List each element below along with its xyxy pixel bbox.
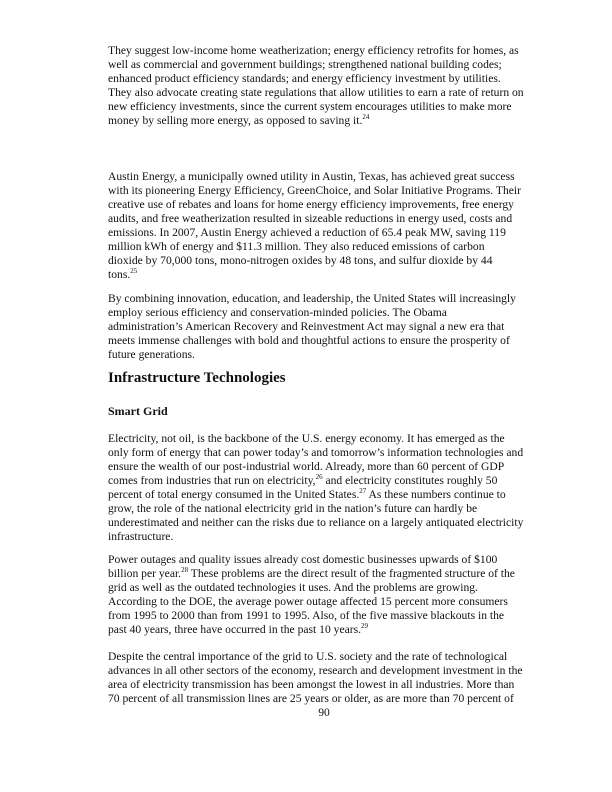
paragraph-obama-recovery bbox=[108, 292, 540, 362]
footnote-ref-25: 25 bbox=[130, 267, 138, 276]
text-span: As these numbers continue to bbox=[366, 488, 506, 502]
footnote-ref-26: 26 bbox=[315, 473, 323, 482]
text-line: 70 percent of all transmission lines are 25 years or older, as are more than 70 percent of bbox=[108, 692, 514, 706]
text-line: emissions. In 2007, Austin Energy achieved a reduction of 65.4 peak MW, saving 119 bbox=[108, 226, 506, 240]
text-line: dioxide by 70,000 tons, mono-nitrogen oxides by 48 tons, and sulfur dioxide by 44 bbox=[108, 254, 493, 268]
text-span: money by selling more energy, as opposed to saving it. bbox=[108, 114, 363, 128]
text-line: Power outages and quality issues already cost domestic businesses upwards of $100 bbox=[108, 553, 498, 566]
paragraph-power-outages bbox=[108, 553, 540, 637]
text-span: tons. bbox=[108, 268, 131, 282]
text-line bbox=[108, 623, 540, 637]
text-line: By combining innovation, education, and leadership, the United States will increasingly bbox=[108, 292, 516, 305]
text-line: well as commercial and government buildings; strengthened national building codes; bbox=[108, 58, 502, 72]
text-line: with its pioneering Energy Efficiency, GreenChoice, and Solar Initiative Programs. Their bbox=[108, 184, 521, 198]
text-line bbox=[108, 114, 540, 128]
text-span: These problems are the direct result of the fragmented structure of the bbox=[188, 567, 515, 581]
paragraph-electricity-backbone bbox=[108, 432, 540, 544]
footnote-ref-24: 24 bbox=[362, 113, 370, 122]
text-span: and electricity constitutes roughly 50 bbox=[322, 474, 498, 488]
text-line: area of electricity transmission has been amongst the lowest in all industries. More than bbox=[108, 678, 515, 692]
text-line: ensure the wealth of our post-industrial world. Already, more than 60 percent of GDP bbox=[108, 460, 505, 474]
page-number: 90 bbox=[318, 706, 330, 719]
text-line: employ serious efficiency and conservation-minded policies. The Obama bbox=[108, 306, 447, 320]
text-line: Austin Energy, a municipally owned utility in Austin, Texas, has achieved great success bbox=[108, 170, 515, 183]
text-line: underestimated and neither can the risks due to reliance on a largely antiquated electricity bbox=[108, 516, 524, 530]
paragraph-weatherization bbox=[108, 44, 540, 128]
text-line: grow, the role of the national electricity grid in the nation’s future can hardly be bbox=[108, 502, 478, 516]
text-line: future generations. bbox=[108, 348, 195, 362]
footnote-ref-27: 27 bbox=[359, 487, 367, 496]
text-line: meets immense challenges with bold and thoughtful actions to ensure the prosperity of bbox=[108, 334, 510, 348]
text-span: percent of total energy consumed in the United States. bbox=[108, 488, 360, 502]
text-line: They also advocate creating state regulations that allow utilities to earn a rate of return on bbox=[108, 86, 524, 100]
paragraph-austin-energy bbox=[108, 170, 540, 282]
text-line: creative use of rebates and loans for home energy efficiency improvements, free energy bbox=[108, 198, 514, 212]
text-line: only form of energy that can power today’s and tomorrow’s information technologies and bbox=[108, 446, 524, 460]
text-line bbox=[108, 268, 540, 282]
text-line: grid as well as the outdated technologies it uses. And the problems are growing. bbox=[108, 581, 478, 595]
paragraph-grid-investment bbox=[108, 650, 540, 706]
text-line: Electricity, not oil, is the backbone of the U.S. energy economy. It has emerged as the bbox=[108, 432, 505, 445]
text-span: past 40 years, three have occurred in the past 10 years. bbox=[108, 623, 362, 637]
text-line: They suggest low-income home weatherization; energy efficiency retrofits for homes, as bbox=[108, 44, 519, 57]
text-line: enhanced product efficiency standards; and energy efficiency investment by utilities. bbox=[108, 72, 501, 86]
footnote-ref-29: 29 bbox=[361, 622, 369, 631]
text-line bbox=[108, 488, 540, 502]
section-heading: Infrastructure Technologies bbox=[108, 370, 286, 386]
subsection-heading: Smart Grid bbox=[108, 404, 168, 418]
text-line: administration’s American Recovery and Reinvestment Act may signal a new era that bbox=[108, 320, 505, 334]
text-line: million kWh of energy and $11.3 million. They also reduced emissions of carbon bbox=[108, 240, 485, 254]
text-line: from 1995 to 2000 than from 1991 to 1995. Also, of the five massive blackouts in the bbox=[108, 609, 505, 623]
text-span: comes from industries that run on electricity, bbox=[108, 474, 316, 488]
text-line: advances in all other sectors of the economy, research and development investment in the bbox=[108, 664, 523, 678]
text-line: infrastructure. bbox=[108, 530, 174, 544]
text-line: new efficiency investments, since the current system encourages utilities to make more bbox=[108, 100, 512, 114]
text-line: According to the DOE, the average power outage affected 15 percent more consumers bbox=[108, 595, 508, 609]
text-span: billion per year. bbox=[108, 567, 182, 581]
text-line: Despite the central importance of the grid to U.S. society and the rate of technological bbox=[108, 650, 508, 663]
text-line: audits, and free weatherization resulted in sizeable reductions in energy used, costs and bbox=[108, 212, 513, 226]
footnote-ref-28: 28 bbox=[181, 566, 189, 575]
text-line bbox=[108, 474, 540, 488]
text-line bbox=[108, 567, 540, 581]
